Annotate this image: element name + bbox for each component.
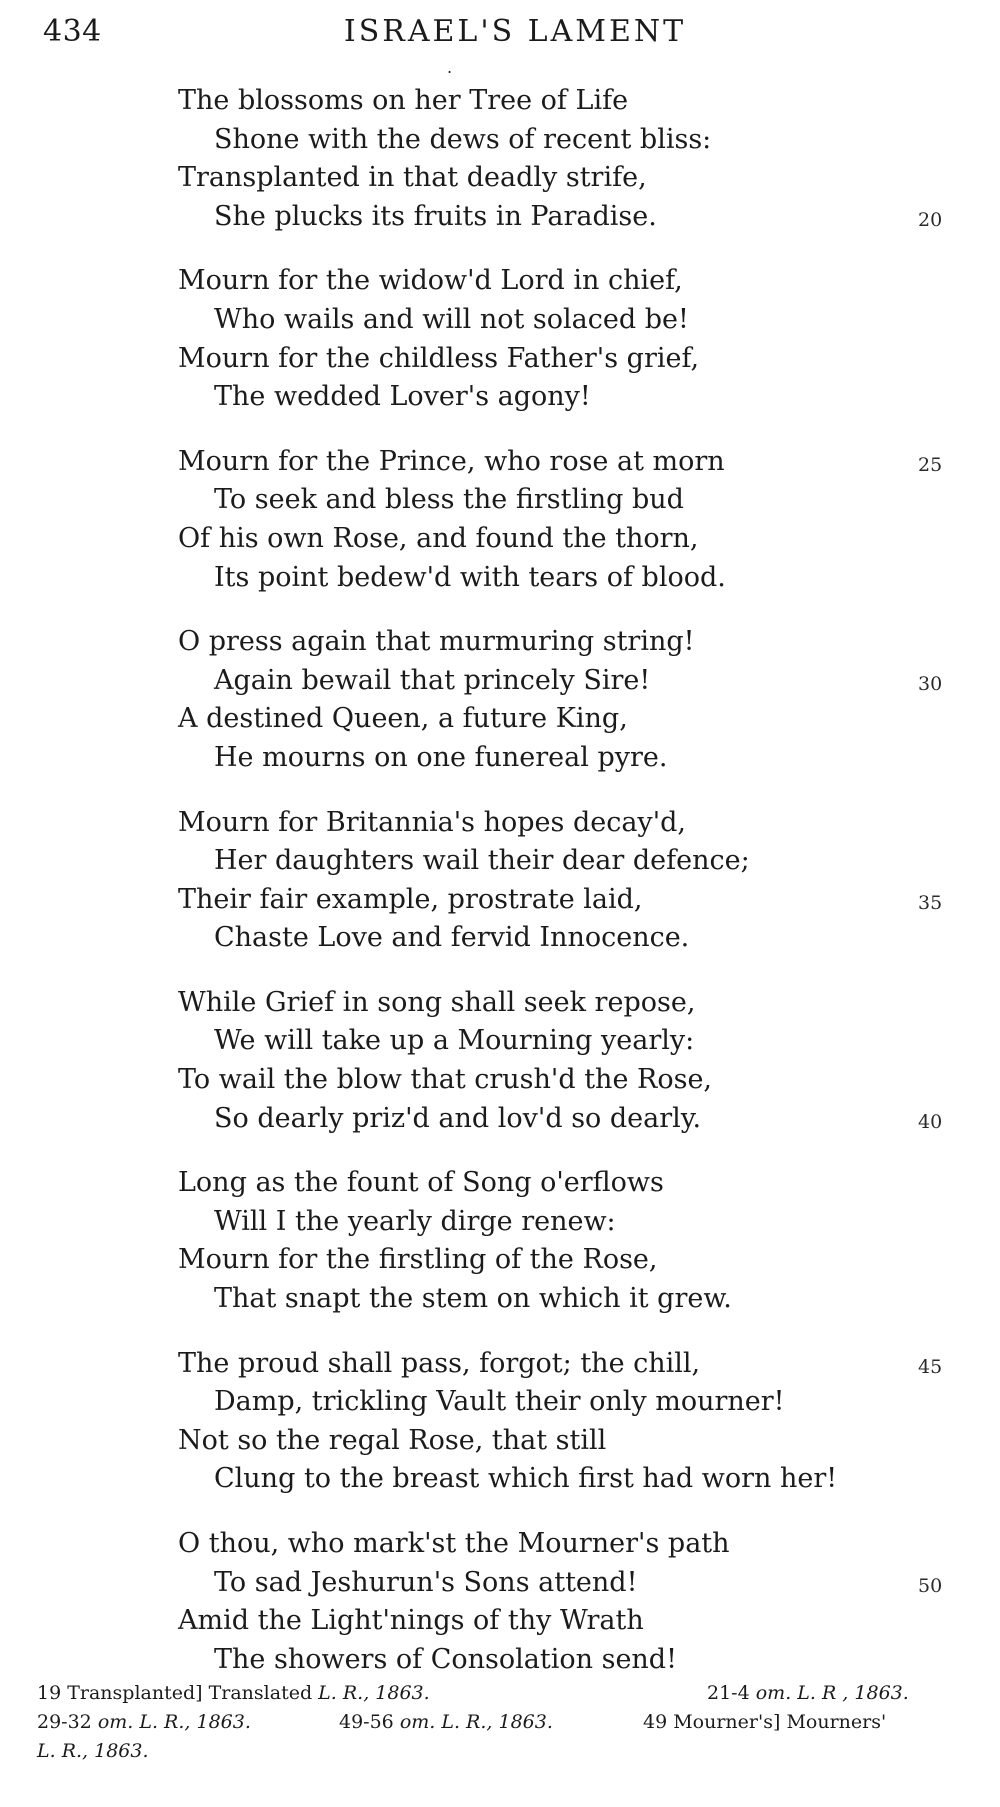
verse-text: Will I the yearly dirge renew: (214, 1205, 616, 1237)
footnote-source: L. R., 1863. (37, 1740, 149, 1762)
verse-line (178, 1280, 978, 1319)
verse-text: We will take up a Mourning yearly: (214, 1025, 695, 1057)
verse-line (178, 481, 978, 520)
footnote-49-continued (37, 1737, 149, 1766)
verse-line (178, 881, 978, 920)
verse-text: Their fair example, prostrate laid, (178, 883, 643, 915)
verse-text: Again bewail that princely Sire! (214, 664, 651, 696)
footnote-source: om. L. R., 1863. (399, 1711, 553, 1733)
verse-line (178, 700, 978, 739)
footnote-lemma: 49-56 (339, 1711, 394, 1733)
verse-text: The showers of Consolation send! (214, 1643, 677, 1675)
verse-line (178, 378, 978, 417)
verse-text: Transplanted in that deadly strife, (178, 162, 647, 194)
verse-line (178, 1345, 978, 1384)
stanza (178, 1345, 978, 1499)
verse-line (178, 1164, 978, 1203)
footnote-row (37, 1679, 967, 1708)
verse-text: She plucks its fruits in Paradise. (214, 200, 657, 232)
stanza (178, 623, 978, 777)
verse-text: The blossoms on her Tree of Life (178, 85, 629, 116)
verse-line (178, 1061, 978, 1100)
page-number: 434 (43, 14, 102, 49)
verse-text: Who wails and will not solaced be! (214, 303, 689, 335)
verse-line (178, 198, 978, 237)
stanza (178, 262, 978, 416)
verse-line (178, 1525, 978, 1564)
footnote-source: L. R., 1863. (318, 1682, 430, 1704)
verse-text: The proud shall pass, forgot; the chill, (178, 1347, 701, 1379)
verse-text: Mourn for the Prince, who rose at morn (178, 445, 725, 477)
footnote-row (37, 1737, 967, 1766)
verse-text: A destined Queen, a future King, (178, 703, 628, 735)
verse-line (178, 559, 978, 598)
stanza (178, 443, 978, 597)
verse-line (178, 340, 978, 379)
footnote-29-32 (37, 1708, 251, 1737)
footnote-reading: Mourners' (786, 1711, 887, 1733)
footnote-19 (37, 1679, 430, 1708)
footnotes (37, 1679, 967, 1766)
line-number: 30 (918, 672, 943, 695)
verse-text: Not so the regal Rose, that still (178, 1424, 607, 1456)
verse-line (178, 623, 978, 662)
running-head: ISRAEL'S LAMENT (343, 14, 687, 49)
verse-line (178, 1241, 978, 1280)
verse-line (178, 520, 978, 559)
line-number: 50 (918, 1574, 943, 1597)
stanza (178, 82, 978, 236)
footnote-row (37, 1708, 967, 1737)
verse-line (178, 262, 978, 301)
verse-line (178, 1564, 978, 1603)
verse-text: Mourn for the widow'd Lord in chief, (178, 265, 683, 297)
verse-text: Shone with the dews of recent bliss: (214, 123, 712, 155)
verse-line (178, 804, 978, 843)
verse-text: Her daughters wail their dear defence; (214, 845, 750, 877)
verse-line (178, 662, 978, 701)
verse-line (178, 1022, 978, 1061)
verse-text: The wedded Lover's agony! (214, 381, 591, 413)
footnote-lemma: 19 Transplanted] (37, 1682, 203, 1704)
verse-text: O press again that murmuring string! (178, 626, 695, 658)
footnote-lemma: 29-32 (37, 1711, 92, 1733)
line-number: 35 (918, 891, 943, 914)
footnote-source: om. L. R , 1863. (755, 1682, 909, 1704)
verse-text: While Grief in song shall seek repose, (178, 986, 696, 1018)
footnote-49 (643, 1708, 886, 1737)
line-number: 25 (918, 453, 943, 476)
verse-text: O thou, who mark'st the Mourner's path (178, 1528, 730, 1559)
verse-text: Its point bedew'd with tears of blood. (214, 561, 726, 593)
verse-text: Of his own Rose, and found the thorn, (178, 522, 699, 554)
line-number: 45 (918, 1355, 943, 1378)
verse-line (178, 984, 978, 1023)
verse-line (178, 919, 978, 958)
verse-text: That snapt the stem on which it grew. (214, 1283, 732, 1315)
verse-line (178, 301, 978, 340)
verse-text: Chaste Love and fervid Innocence. (214, 922, 690, 954)
line-number: 20 (918, 208, 943, 231)
verse-text: So dearly priz'd and lov'd so dearly. (214, 1102, 702, 1134)
verse-text: Amid the Light'nings of thy Wrath (178, 1605, 644, 1637)
line-number: 40 (918, 1110, 943, 1133)
verse-line (178, 1383, 978, 1422)
poem-body (178, 82, 978, 1705)
verse-text: Damp, trickling Vault their only mourner! (214, 1386, 785, 1418)
verse-line (178, 121, 978, 160)
footnote-21-4 (707, 1679, 909, 1708)
verse-line (178, 1422, 978, 1461)
verse-text: Mourn for the firstling of the Rose, (178, 1244, 658, 1276)
verse-text: He mourns on one funereal pyre. (214, 741, 668, 773)
head-ornament-dot: . (447, 58, 453, 77)
verse-text: To seek and bless the firstling bud (214, 484, 684, 516)
footnote-lemma: 21-4 (707, 1682, 750, 1704)
verse-line (178, 82, 978, 121)
stanza (178, 984, 978, 1138)
footnote-source: om. L. R., 1863. (97, 1711, 251, 1733)
verse-text: To sad Jeshurun's Sons attend! (214, 1566, 638, 1598)
footnote-49-56 (339, 1708, 553, 1737)
verse-text: Long as the fount of Song o'erflows (178, 1167, 664, 1199)
verse-line (178, 739, 978, 778)
footnote-lemma: 49 Mourner's] (643, 1711, 781, 1733)
verse-line (178, 1641, 978, 1680)
verse-line (178, 1100, 978, 1139)
stanza (178, 804, 978, 958)
verse-line (178, 842, 978, 881)
verse-line (178, 1460, 978, 1499)
verse-text: Clung to the breast which first had worn her! (214, 1463, 838, 1495)
footnote-reading: Translated (208, 1682, 313, 1704)
stanza (178, 1525, 978, 1679)
verse-line (178, 159, 978, 198)
verse-text: Mourn for the childless Father's grief, (178, 342, 700, 374)
verse-text: To wail the blow that crush'd the Rose, (178, 1064, 713, 1096)
verse-line (178, 1602, 978, 1641)
verse-line (178, 443, 978, 482)
verse-text: Mourn for Britannia's hopes decay'd, (178, 806, 686, 838)
stanza (178, 1164, 978, 1318)
verse-line (178, 1203, 978, 1242)
